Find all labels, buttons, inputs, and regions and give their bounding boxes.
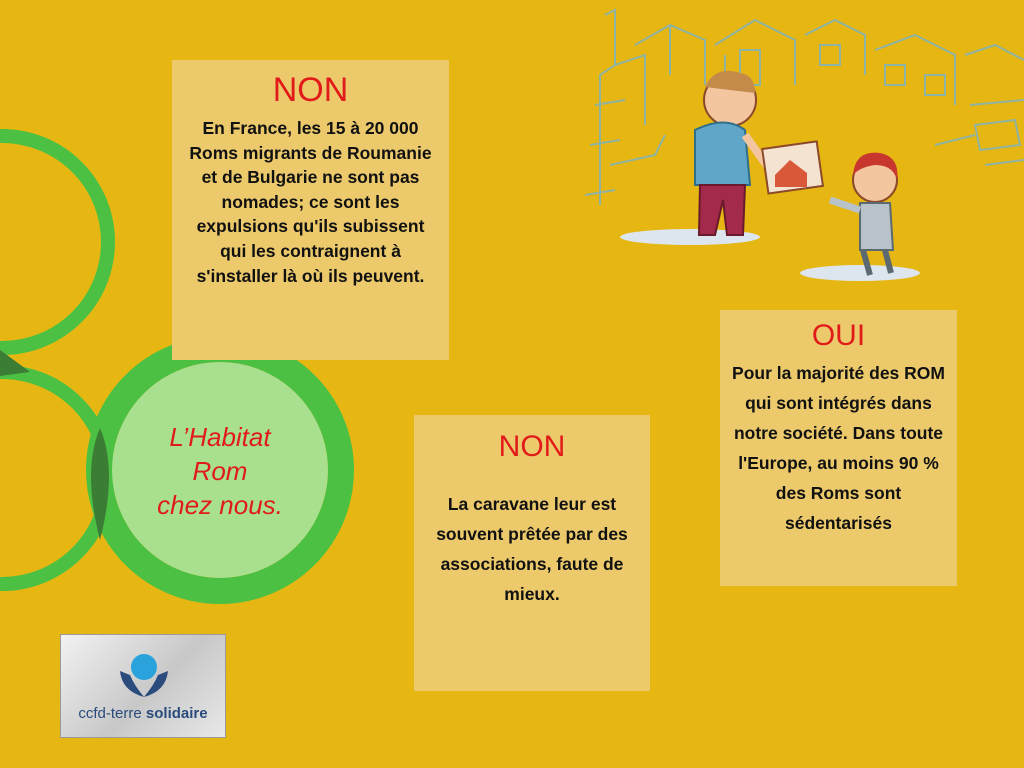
logo-text-mid: terre [110,705,146,722]
child-figure [830,153,897,275]
page-title [120,420,320,522]
ccfd-terre-solidaire-logo [60,634,226,738]
text-box-left [172,60,449,360]
title-line-1: L’Habitat [169,422,271,452]
box-left-heading: NON [272,71,349,109]
father-figure [695,71,770,235]
logo-text-prefix: ccfd- [78,705,111,722]
ground-shadow-right [800,265,920,281]
box-middle-heading: NON [498,430,566,463]
text-box-right [720,310,957,586]
father-child-illustration [575,5,1024,295]
logo-text-bold: solidaire [145,705,208,722]
title-line-2: Rom [192,456,248,486]
logo-text [61,705,225,722]
title-line-3: chez nous. [157,490,283,520]
box-left-text: En France, les 15 à 20 000 Roms migrants de Roumanie et de Bulgarie ne sont pas nomades; ce sont les expulsions qu'ils subissent qui les contraignent à s'installer là où ils peuvent. [189,118,432,286]
ring-top [0,136,108,348]
house-drawing [762,141,823,193]
box-right-text: Pour la majorité des ROM qui sont intégrés dans notre société. Dans toute l'Europe, au moins 90 % des Roms sont sédentarisés [732,363,945,533]
box-right-heading: OUI [811,319,866,352]
box-middle-text: La caravane leur est souvent prêtée par des associations, faute de mieux. [436,494,628,604]
hands-holding-globe-icon [114,653,174,703]
text-box-middle [414,415,650,691]
